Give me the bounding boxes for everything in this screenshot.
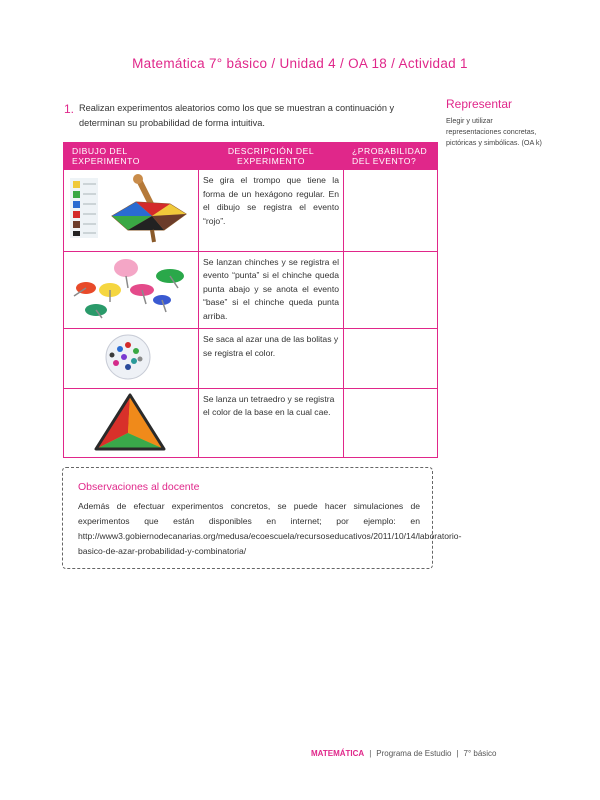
tetrahedron-icon [66, 391, 194, 451]
question-text: Realizan experimentos aleatorios como los que se muestran a continuación y determinan su probabilidad de forma intuitiva. [79, 103, 395, 128]
probability-answer-cell[interactable] [344, 170, 438, 252]
observations-title: Observaciones al docente [78, 481, 200, 493]
header-description: DESCRIPCIÓN DEL EXPERIMENTO [199, 143, 344, 170]
footer-grade: 7° básico [463, 749, 497, 758]
experiments-table [63, 142, 438, 458]
sidebar-title: Representar [446, 97, 513, 111]
page-title: Matemática 7° básico / Unidad 4 / OA 18 / Actividad 1 [132, 56, 468, 71]
footer-separator: | [456, 749, 459, 758]
experiment-image-cell [64, 329, 199, 389]
experiment-description: Se lanzan chinches y se registra el evento “punta” si el chinche queda punta abajo y se anota el evento “base” si el chinche queda punta arriba. [199, 251, 344, 329]
question-number: 1. [64, 102, 75, 116]
experiment-description: Se lanza un tetraedro y se registra el color de la base en la cual cae. [199, 388, 344, 458]
probability-answer-cell[interactable] [344, 329, 438, 389]
table-row [64, 170, 438, 252]
header-probability: ¿PROBABILIDAD DEL EVENTO? [344, 143, 438, 170]
observations-text: Además de efectuar experimentos concretos, se puede hacer simulaciones de experimentos que están disponibles en internet; por ejemplo: en http://www3.gobiernodecanarias.org/medusa/ecoescuela/recursoseducativos/2011/10/14/laboratorio-basico-de-azar-probabilidad-y-combinatoria/ [78, 501, 462, 556]
spinning-top-icon [66, 172, 194, 244]
table-row [64, 251, 438, 329]
experiment-image-cell [64, 388, 199, 458]
experiment-description: Se gira el trompo que tiene la forma de un hexágono regular. En el dibujo se registra el evento “rojo”. [199, 170, 344, 252]
thumbtacks-icon [66, 254, 194, 322]
footer-program: Programa de Estudio [376, 749, 452, 758]
header-drawing: DIBUJO DEL EXPERIMENTO [64, 143, 199, 170]
probability-answer-cell[interactable] [344, 388, 438, 458]
page-footer [311, 749, 497, 758]
sidebar-text: Elegir y utilizar representaciones concretas, pictóricas y simbólicas. (OA k) [446, 116, 542, 147]
table-row [64, 329, 438, 389]
experiment-image-cell [64, 170, 199, 252]
table-header-row [64, 143, 438, 170]
experiment-image-cell [64, 251, 199, 329]
marbles-bag-icon [66, 331, 194, 381]
probability-answer-cell[interactable] [344, 251, 438, 329]
footer-separator: | [369, 749, 372, 758]
footer-brand: MATEMÁTICA [311, 749, 365, 758]
table-row [64, 388, 438, 458]
experiment-description: Se saca al azar una de las bolitas y se registra el color. [199, 329, 344, 389]
